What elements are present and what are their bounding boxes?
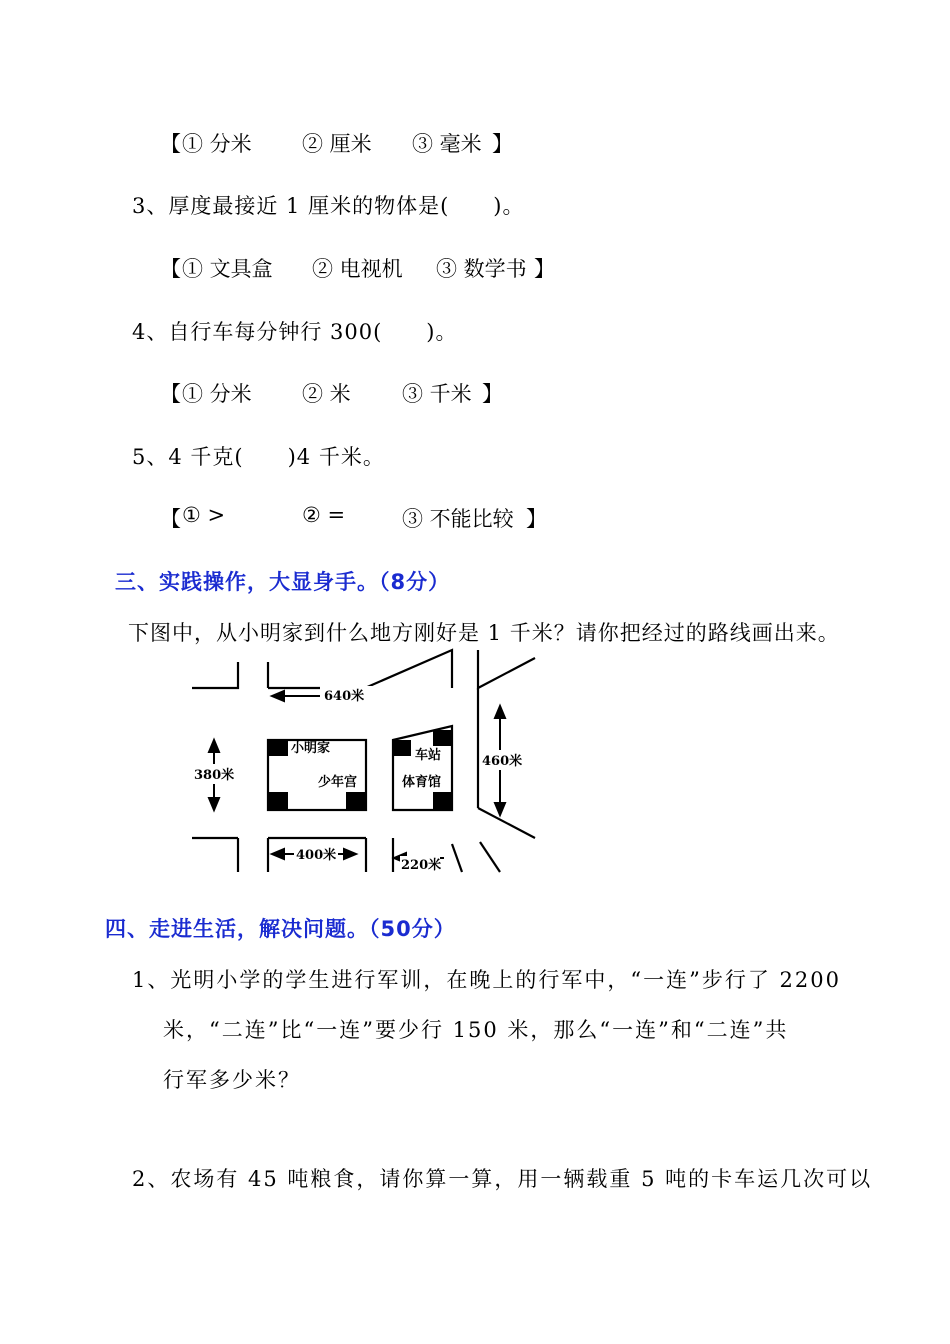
problem-1-line-2: 米，“二连”比“一连”要少行 150 米，那么“一连”和“二连”共 (163, 1018, 789, 1042)
question-3: 3、厚度最接近 1 厘米的物体是( )。 (132, 194, 525, 218)
option-c: ③ 毫米 (412, 132, 482, 156)
label-youth-palace: 少年宫 (318, 775, 358, 790)
bracket-open: 【 (160, 507, 181, 531)
route-map (190, 648, 540, 876)
label-460m: 460米 (482, 754, 523, 769)
option-b: ② 厘米 (302, 132, 372, 156)
question-5: 5、4 千克( )4 千米。 (132, 445, 385, 469)
label-220m: 220米 (401, 858, 442, 873)
q5-options (160, 503, 560, 531)
q2-options (160, 128, 520, 156)
bracket-open: 【 (160, 257, 181, 281)
bracket-open: 【 (160, 132, 181, 156)
question-4: 4、自行车每分钟行 300( )。 (132, 320, 458, 344)
bracket-close: 】 (482, 382, 503, 406)
bracket-close: 】 (534, 257, 555, 281)
option-b: ② 米 (302, 382, 351, 406)
label-xiaoming-home: 小明家 (291, 741, 331, 756)
q4-options (160, 378, 520, 406)
option-a: ① 分米 (182, 382, 252, 406)
bracket-open: 【 (160, 382, 181, 406)
section-3-prompt: 下图中，从小明家到什么地方刚好是 1 千米？请你把经过的路线画出来。 (128, 621, 840, 645)
option-a: ① 文具盒 (182, 257, 273, 281)
option-b: ② = (302, 503, 346, 527)
option-a: ① > (182, 503, 226, 527)
option-b: ② 电视机 (312, 257, 403, 281)
problem-1-line-3: 行军多少米？ (163, 1068, 301, 1092)
bracket-close: 】 (526, 507, 547, 531)
section-3-title: 三、实践操作，大显身手。（8分） (115, 570, 451, 594)
label-stadium: 体育馆 (402, 775, 442, 790)
q3-options (160, 253, 560, 281)
option-c: ③ 不能比较 (402, 507, 514, 531)
section-4-title: 四、走进生活，解决问题。（50分） (105, 917, 456, 941)
label-380m: 380米 (194, 768, 235, 783)
label-station: 车站 (415, 748, 442, 763)
problem-2-line-1: 2、农场有 45 吨粮食，请你算一算，用一辆载重 5 吨的卡车运几次可以 (132, 1167, 873, 1191)
option-a: ① 分米 (182, 132, 252, 156)
option-c: ③ 千米 (402, 382, 472, 406)
option-c: ③ 数学书 (436, 257, 527, 281)
problem-1-line-1: 1、光明小学的学生进行军训，在晚上的行军中，“一连”步行了 2200 (132, 968, 841, 992)
label-400m: 400米 (296, 848, 337, 863)
label-640m: 640米 (324, 689, 365, 704)
bracket-close: 】 (492, 132, 513, 156)
